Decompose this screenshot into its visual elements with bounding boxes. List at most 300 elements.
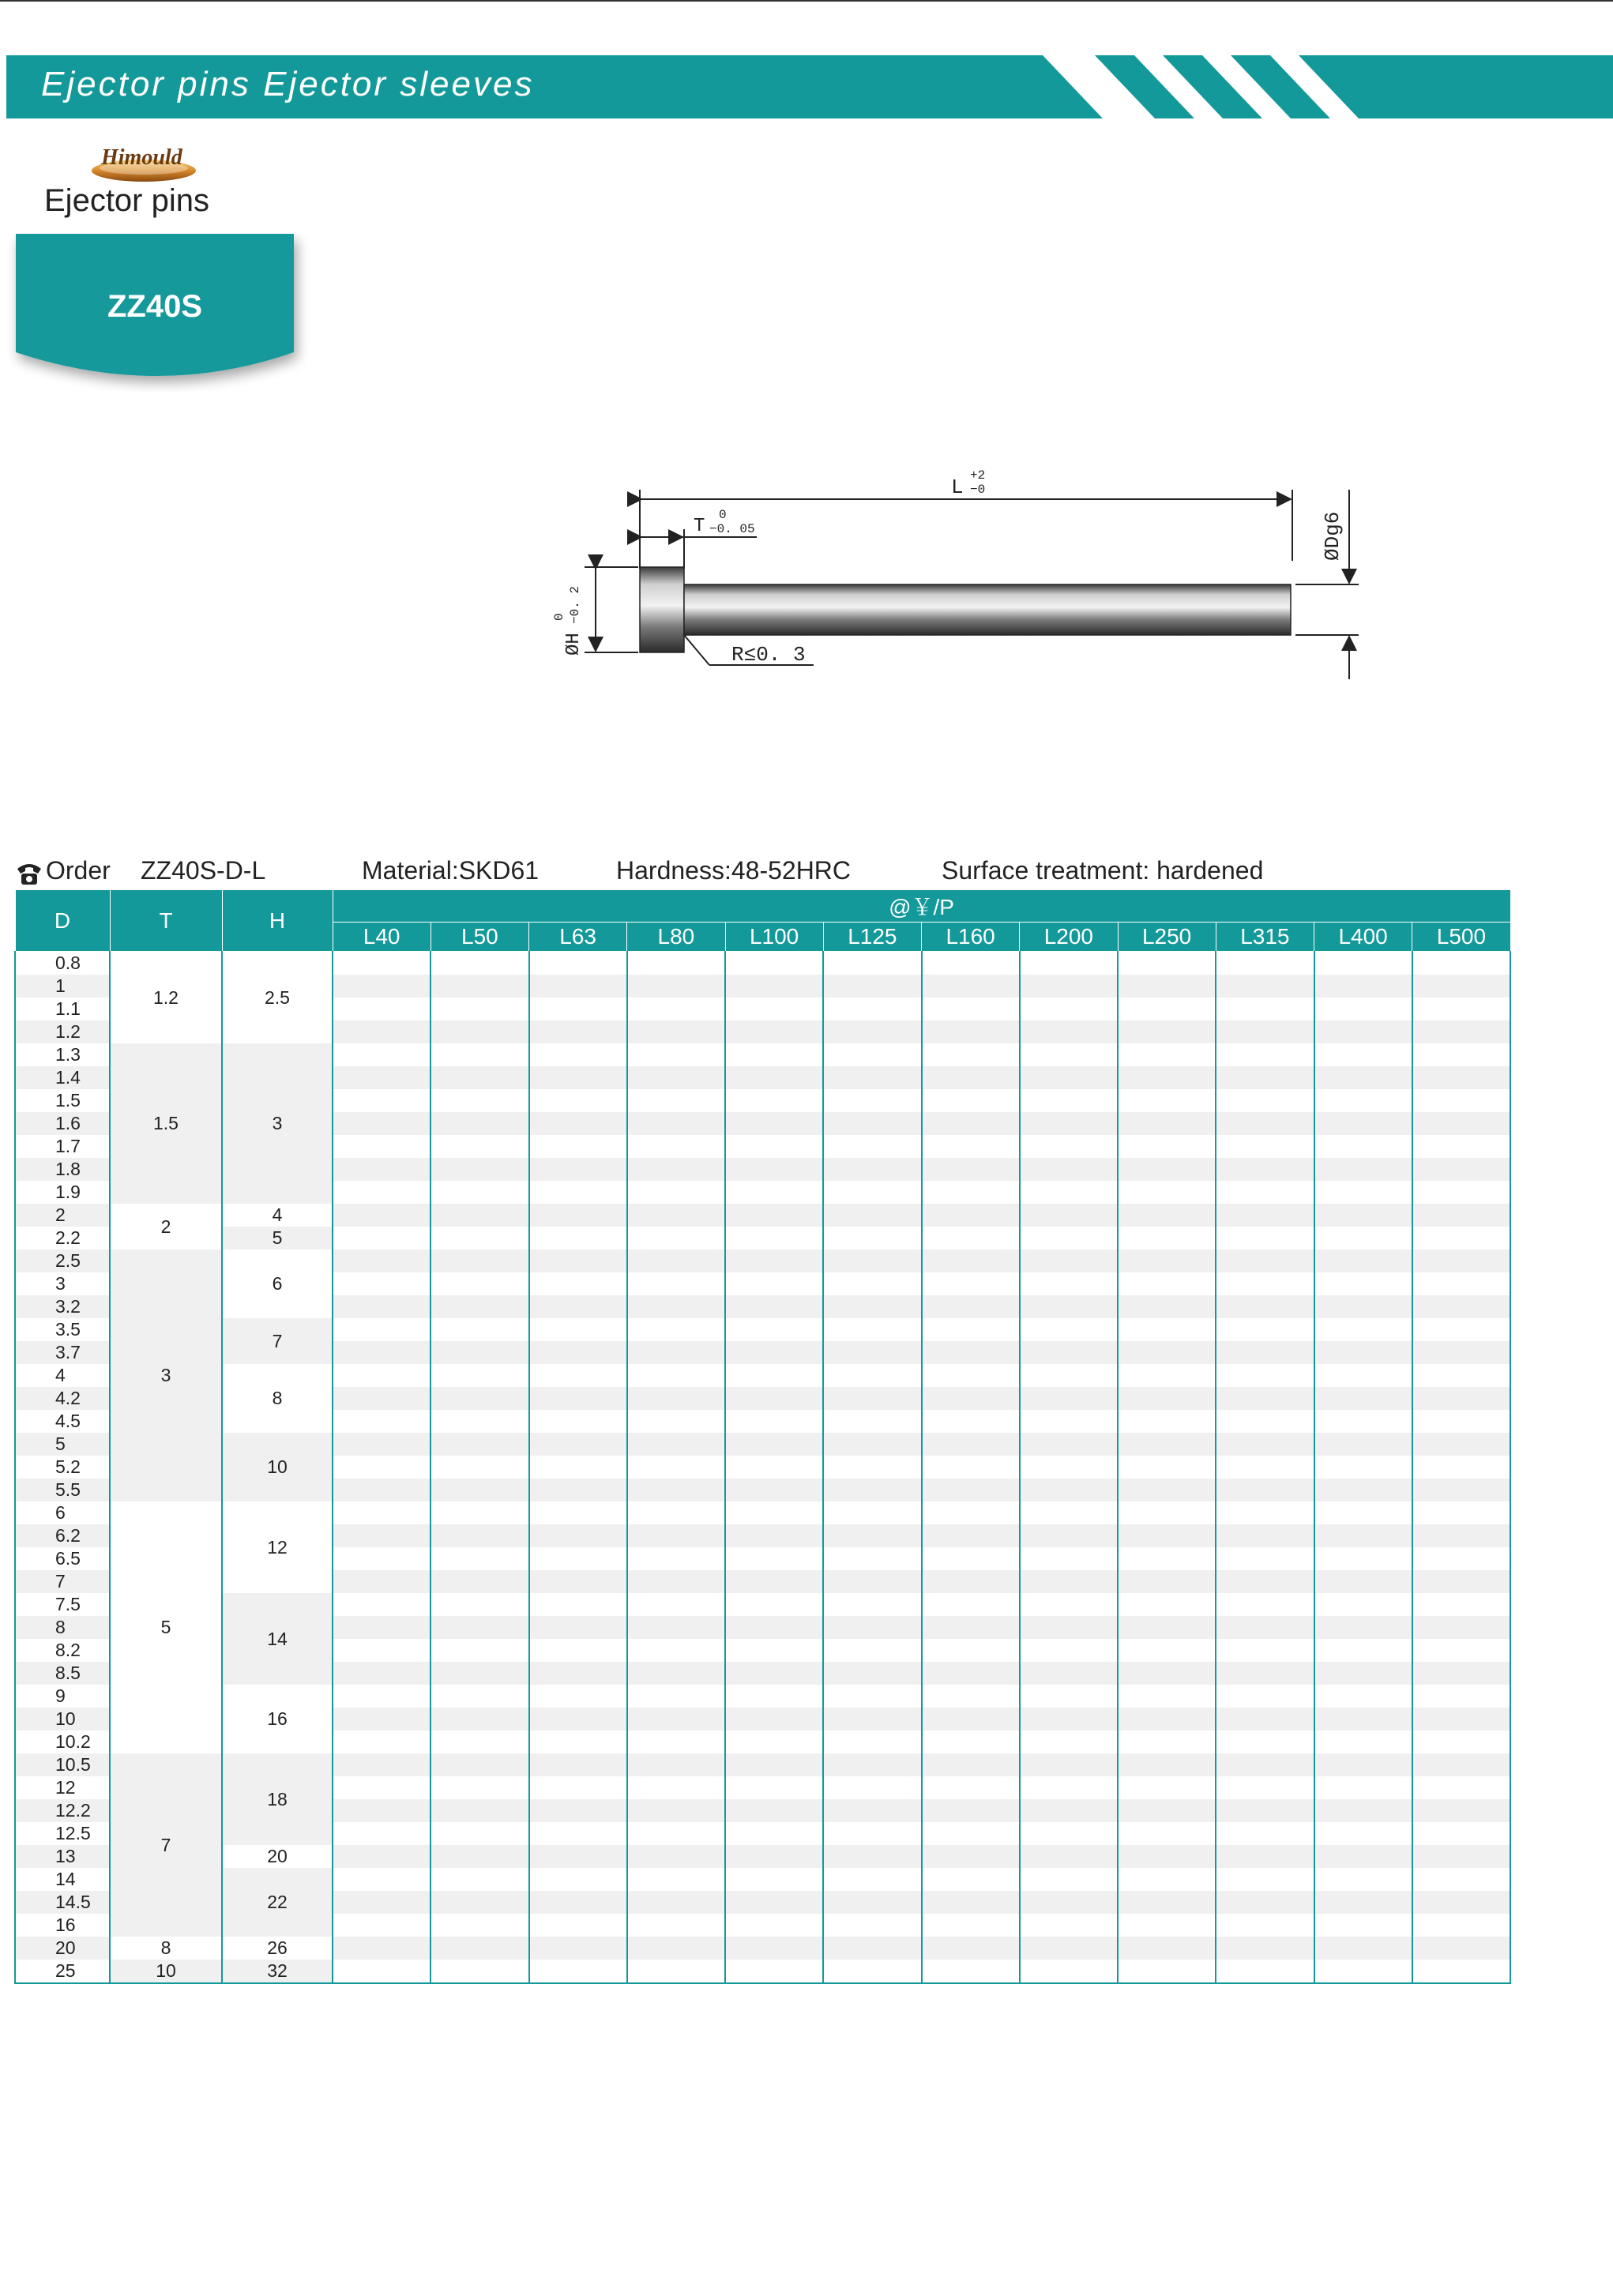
price-cell: [431, 998, 528, 1020]
price-cell: [823, 1066, 921, 1089]
price-cell: [1020, 1845, 1118, 1868]
price-cell: [922, 975, 1020, 998]
price-cell: [922, 1295, 1020, 1318]
price-cell: [1118, 1547, 1216, 1570]
price-cell: [1412, 1868, 1510, 1891]
price-cell: [1118, 1845, 1216, 1868]
head-dia-label: ØH: [563, 633, 585, 656]
price-cell: [1020, 1799, 1118, 1822]
price-cell: [823, 1479, 921, 1501]
price-cell: [725, 1914, 823, 1937]
price-cell: [431, 1227, 528, 1249]
price-cell: [627, 1501, 725, 1524]
cell-h: 10: [222, 1433, 333, 1501]
price-cell: [725, 1066, 823, 1089]
price-cell: [922, 1799, 1020, 1822]
cell-d: 3: [15, 1272, 110, 1295]
price-cell: [1412, 1845, 1510, 1868]
cell-d: 9: [15, 1685, 110, 1708]
price-cell: [333, 1433, 431, 1456]
price-cell: [627, 1616, 725, 1639]
head-dia-tol-upper: 0: [553, 613, 566, 621]
price-cell: [1020, 1204, 1118, 1227]
length-tol-upper: +2: [970, 468, 986, 483]
price-cell: [1314, 1708, 1412, 1730]
cell-d: 1: [15, 975, 110, 998]
price-cell: [431, 1479, 528, 1501]
price-cell: [1314, 1960, 1412, 1983]
thickness-tol-upper: 0: [719, 508, 727, 522]
table-row: [15, 1868, 1510, 1891]
page-subtitle: Ejector pins: [44, 183, 209, 218]
spec-table: [14, 889, 1510, 1984]
price-cell: [529, 1089, 627, 1112]
price-cell: [431, 1410, 528, 1433]
table-row: [15, 1318, 1510, 1341]
price-cell: [627, 1547, 725, 1570]
price-cell: [333, 1570, 431, 1593]
price-cell: [431, 975, 528, 998]
price-cell: [333, 1066, 431, 1089]
price-cell: [333, 1479, 431, 1501]
price-cell: [333, 998, 431, 1020]
cell-t: 3: [110, 1249, 222, 1501]
price-cell: [529, 1570, 627, 1593]
price-cell: [823, 1822, 921, 1845]
price-cell: [627, 1479, 725, 1501]
price-cell: [431, 1616, 528, 1639]
price-cell: [1216, 1685, 1314, 1708]
price-cell: [1216, 1433, 1314, 1456]
series-code: ZZ40S: [107, 289, 203, 324]
price-cell: [1314, 1227, 1412, 1249]
price-cell: [1314, 1570, 1412, 1593]
price-cell: [431, 1295, 528, 1318]
price-cell: [431, 1822, 528, 1845]
header-t: T: [110, 890, 222, 952]
price-cell: [1314, 1181, 1412, 1204]
price-cell: [529, 1708, 627, 1730]
cell-t: 1.2: [110, 952, 222, 1044]
price-cell: [1412, 1708, 1510, 1730]
cell-d: 1.5: [15, 1089, 110, 1112]
price-cell: [1216, 1639, 1314, 1662]
price-cell: [627, 1937, 725, 1960]
price-cell: [1020, 1158, 1118, 1181]
price-cell: [333, 1776, 431, 1799]
price-cell: [431, 1937, 528, 1960]
price-cell: [529, 1479, 627, 1501]
price-cell: [922, 1501, 1020, 1524]
price-cell: [823, 1570, 921, 1593]
price-cell: [1118, 1685, 1216, 1708]
price-cell: [627, 1662, 725, 1685]
price-cell: [1020, 1181, 1118, 1204]
price-cell: [431, 1524, 528, 1547]
price-cell: [725, 1479, 823, 1501]
price-cell: [529, 1868, 627, 1891]
price-cell: [823, 1616, 921, 1639]
price-cell: [1118, 1318, 1216, 1341]
price-cell: [725, 1364, 823, 1387]
price-cell: [922, 1410, 1020, 1433]
price-cell: [333, 952, 431, 975]
price-cell: [333, 1410, 431, 1433]
price-cell: [823, 1753, 921, 1776]
cell-d: 5: [15, 1433, 110, 1456]
material-text: Material:SKD61: [362, 856, 540, 885]
price-cell: [823, 952, 921, 975]
cell-d: 14.5: [15, 1891, 110, 1914]
cell-d: 16: [15, 1914, 110, 1937]
price-cell: [1118, 952, 1216, 975]
price-cell: [1314, 1204, 1412, 1227]
price-cell: [725, 1524, 823, 1547]
price-cell: [1412, 1181, 1510, 1204]
price-cell: [1412, 1135, 1510, 1158]
cell-t: 5: [110, 1501, 222, 1753]
table-row: [15, 1501, 1510, 1524]
price-cell: [1216, 1020, 1314, 1043]
order-code: ZZ40S-D-L: [141, 856, 266, 885]
price-cell: [1412, 1524, 1510, 1547]
table-row: [15, 1204, 1510, 1227]
price-cell: [333, 1341, 431, 1364]
table-row: [15, 1249, 1510, 1272]
price-cell: [529, 1960, 627, 1983]
price-cell: [922, 1822, 1020, 1845]
price-cell: [627, 1158, 725, 1181]
cell-d: 4.5: [15, 1410, 110, 1433]
price-cell: [1216, 1868, 1314, 1891]
price-cell: [922, 1753, 1020, 1776]
cell-h: 5: [222, 1227, 333, 1249]
price-cell: [1314, 1685, 1412, 1708]
price-cell: [627, 1204, 725, 1227]
price-cell: [431, 1753, 528, 1776]
price-cell: [333, 1524, 431, 1547]
cell-h: 22: [222, 1868, 333, 1937]
price-cell: [529, 1547, 627, 1570]
length-header: L100: [725, 923, 823, 952]
price-cell: [1118, 1043, 1216, 1066]
price-cell: [529, 1364, 627, 1387]
price-cell: [431, 1135, 528, 1158]
price-cell: [1412, 1501, 1510, 1524]
price-cell: [1314, 1433, 1412, 1456]
price-cell: [333, 1685, 431, 1708]
price-cell: [922, 1708, 1020, 1730]
price-cell: [1412, 1387, 1510, 1410]
price-cell: [823, 1639, 921, 1662]
price-header: @￥/P: [333, 890, 1510, 923]
price-cell: [1020, 1891, 1118, 1914]
price-cell: [333, 1708, 431, 1730]
cell-d: 3.7: [15, 1341, 110, 1364]
price-cell: [1314, 1341, 1412, 1364]
price-cell: [333, 1914, 431, 1937]
price-cell: [1412, 1158, 1510, 1181]
price-cell: [627, 1960, 725, 1983]
cell-d: 4: [15, 1364, 110, 1387]
shaft-dia-label: ØDg6: [1321, 511, 1344, 561]
cell-h: 7: [222, 1318, 333, 1364]
price-cell: [922, 1524, 1020, 1547]
price-cell: [922, 1433, 1020, 1456]
price-cell: [1412, 998, 1510, 1020]
price-cell: [1412, 1593, 1510, 1616]
price-cell: [922, 1066, 1020, 1089]
price-cell: [1314, 1501, 1412, 1524]
price-cell: [431, 1845, 528, 1868]
price-cell: [725, 1776, 823, 1799]
svg-text:Himould: Himould: [101, 145, 182, 170]
price-cell: [1412, 952, 1510, 975]
price-cell: [1314, 1730, 1412, 1753]
price-cell: [1216, 1066, 1314, 1089]
price-cell: [1020, 1020, 1118, 1043]
order-label: Order: [46, 856, 111, 885]
cell-d: 1.8: [15, 1158, 110, 1181]
price-cell: [627, 1456, 725, 1479]
price-cell: [431, 1158, 528, 1181]
price-cell: [1020, 1501, 1118, 1524]
cell-h: 12: [222, 1501, 333, 1593]
price-cell: [725, 1822, 823, 1845]
price-cell: [1118, 1387, 1216, 1410]
cell-h: 8: [222, 1364, 333, 1433]
price-cell: [1314, 1295, 1412, 1318]
cell-d: 12.5: [15, 1822, 110, 1845]
price-cell: [922, 1249, 1020, 1272]
price-cell: [431, 1914, 528, 1937]
price-cell: [922, 1570, 1020, 1593]
price-cell: [1118, 1753, 1216, 1776]
price-cell: [1412, 975, 1510, 998]
price-cell: [1412, 1249, 1510, 1272]
price-cell: [1314, 1043, 1412, 1066]
price-cell: [922, 952, 1020, 975]
price-cell: [1216, 1479, 1314, 1501]
price-cell: [823, 1685, 921, 1708]
price-cell: [627, 1753, 725, 1776]
price-cell: [1118, 1730, 1216, 1753]
price-cell: [1314, 1937, 1412, 1960]
price-cell: [1314, 1868, 1412, 1891]
length-tol-lower: −0: [970, 483, 986, 497]
price-cell: [1314, 1891, 1412, 1914]
price-cell: [823, 1456, 921, 1479]
price-cell: [529, 1685, 627, 1708]
cell-d: 6.2: [15, 1524, 110, 1547]
price-cell: [1118, 1364, 1216, 1387]
length-header: L400: [1314, 923, 1412, 952]
price-cell: [529, 1891, 627, 1914]
price-cell: [627, 1685, 725, 1708]
price-cell: [823, 1891, 921, 1914]
price-cell: [1020, 1387, 1118, 1410]
price-cell: [1118, 1295, 1216, 1318]
price-cell: [1412, 1204, 1510, 1227]
price-cell: [627, 1181, 725, 1204]
price-cell: [823, 1547, 921, 1570]
price-cell: [431, 1868, 528, 1891]
price-cell: [1118, 1204, 1216, 1227]
price-cell: [922, 1730, 1020, 1753]
price-cell: [431, 1891, 528, 1914]
price-cell: [823, 1845, 921, 1868]
price-cell: [922, 1914, 1020, 1937]
order-info: [14, 855, 1515, 891]
cell-d: 3.5: [15, 1318, 110, 1341]
price-cell: [1020, 1822, 1118, 1845]
price-cell: [922, 1227, 1020, 1249]
price-cell: [823, 1960, 921, 1983]
price-cell: [823, 1593, 921, 1616]
price-cell: [1216, 1914, 1314, 1937]
price-cell: [529, 1043, 627, 1066]
cell-d: 14: [15, 1868, 110, 1891]
price-cell: [823, 1410, 921, 1433]
price-cell: [431, 1960, 528, 1983]
price-cell: [627, 1043, 725, 1066]
price-cell: [1118, 1112, 1216, 1135]
cell-h: 2.5: [222, 952, 333, 1044]
cell-d: 10.2: [15, 1730, 110, 1753]
price-cell: [1216, 1043, 1314, 1066]
length-header: L80: [627, 923, 725, 952]
price-cell: [823, 1295, 921, 1318]
price-cell: [1020, 1479, 1118, 1501]
price-cell: [627, 1593, 725, 1616]
length-header: L500: [1412, 923, 1510, 952]
price-cell: [431, 1043, 528, 1066]
price-cell: [823, 1524, 921, 1547]
price-cell: [627, 1708, 725, 1730]
price-cell: [823, 998, 921, 1020]
price-cell: [431, 1089, 528, 1112]
price-cell: [1412, 1662, 1510, 1685]
price-cell: [823, 1341, 921, 1364]
price-cell: [823, 1433, 921, 1456]
price-cell: [1314, 1089, 1412, 1112]
price-cell: [333, 1547, 431, 1570]
price-cell: [1020, 1593, 1118, 1616]
price-cell: [1314, 1249, 1412, 1272]
price-cell: [725, 1937, 823, 1960]
price-cell: [431, 1501, 528, 1524]
length-header: L315: [1216, 923, 1314, 952]
price-cell: [333, 1387, 431, 1410]
thickness-tol-lower: −0. 05: [709, 522, 755, 536]
price-cell: [333, 1272, 431, 1295]
price-cell: [1216, 1410, 1314, 1433]
price-cell: [1118, 1341, 1216, 1364]
price-cell: [1020, 1570, 1118, 1593]
price-cell: [1020, 1868, 1118, 1891]
price-cell: [725, 1341, 823, 1364]
price-cell: [1314, 1158, 1412, 1181]
price-cell: [922, 1112, 1020, 1135]
price-cell: [1314, 1364, 1412, 1387]
price-cell: [333, 1960, 431, 1983]
price-cell: [1216, 1364, 1314, 1387]
cell-d: 1.1: [15, 998, 110, 1020]
cell-h: 6: [222, 1249, 333, 1318]
price-cell: [823, 1937, 921, 1960]
price-cell: [823, 1043, 921, 1066]
price-cell: [1314, 998, 1412, 1020]
price-cell: [1118, 1891, 1216, 1914]
price-cell: [529, 1204, 627, 1227]
price-cell: [1216, 1318, 1314, 1341]
price-cell: [1314, 1776, 1412, 1799]
price-cell: [1118, 1135, 1216, 1158]
price-cell: [529, 1845, 627, 1868]
price-cell: [922, 1776, 1020, 1799]
table-row: [15, 1937, 1510, 1960]
price-cell: [1314, 1616, 1412, 1639]
cell-d: 1.7: [15, 1135, 110, 1158]
price-cell: [431, 1685, 528, 1708]
price-cell: [1412, 1456, 1510, 1479]
cell-d: 1.3: [15, 1043, 110, 1066]
price-cell: [1216, 1960, 1314, 1983]
price-cell: [627, 1249, 725, 1272]
price-cell: [333, 1822, 431, 1845]
price-cell: [627, 1570, 725, 1593]
cell-d: 1.4: [15, 1066, 110, 1089]
price-cell: [725, 1158, 823, 1181]
price-cell: [1118, 1799, 1216, 1822]
price-cell: [529, 1914, 627, 1937]
price-cell: [922, 1020, 1020, 1043]
price-cell: [725, 1708, 823, 1730]
price-cell: [1412, 1799, 1510, 1822]
price-cell: [627, 1387, 725, 1410]
price-cell: [529, 1662, 627, 1685]
header-title: Ejector pins Ejector sleeves: [41, 65, 535, 103]
price-cell: [529, 1753, 627, 1776]
price-cell: [1412, 1066, 1510, 1089]
price-cell: [725, 1960, 823, 1983]
price-cell: [1216, 1158, 1314, 1181]
price-cell: [1216, 975, 1314, 998]
price-cell: [627, 998, 725, 1020]
price-cell: [333, 1891, 431, 1914]
price-cell: [823, 1181, 921, 1204]
price-cell: [627, 952, 725, 975]
cell-h: 18: [222, 1753, 333, 1845]
price-cell: [725, 1616, 823, 1639]
price-cell: [1020, 1433, 1118, 1456]
price-cell: [529, 1501, 627, 1524]
price-cell: [529, 1318, 627, 1341]
price-cell: [529, 1227, 627, 1249]
price-cell: [529, 1387, 627, 1410]
price-cell: [1020, 1135, 1118, 1158]
price-cell: [333, 1364, 431, 1387]
price-cell: [431, 1387, 528, 1410]
price-cell: [725, 1662, 823, 1685]
price-cell: [1020, 1662, 1118, 1685]
price-cell: [1118, 1227, 1216, 1249]
cell-h: 3: [222, 1043, 333, 1204]
price-cell: [431, 1204, 528, 1227]
header-banner: [6, 55, 1613, 118]
price-cell: [823, 1020, 921, 1043]
price-cell: [823, 1708, 921, 1730]
